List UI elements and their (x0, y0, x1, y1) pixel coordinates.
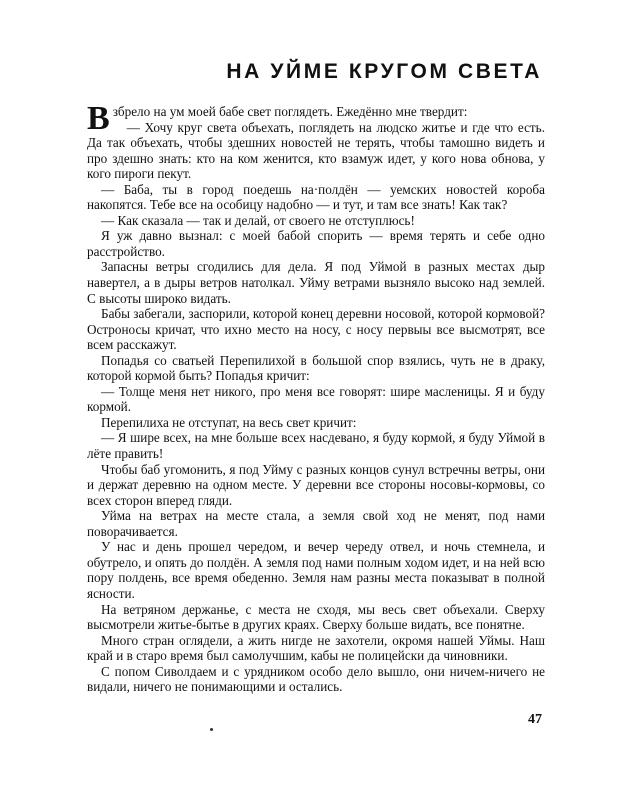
page-number: 47 (528, 712, 542, 727)
paragraph: Запасны ветры сгодились для дела. Я под Уймой в разных местах дыр навертел, а в дыры ветров натолкал. Уйму ветрами вызняло высоко над землей. С высоты широко видать. (87, 259, 545, 306)
paragraph: Бабы забегали, заспорили, которой конец деревни носовой, которой кормовой? Остроносы кричат, что ихно место на носу, с носу первыы все высмотрят, все всем расскажут. (87, 306, 545, 353)
print-speck (210, 728, 213, 731)
paragraph: Чтобы баб угомонить, я под Уйму с разных концов сунул встречны ветры, они и держат деревню на одном месте. У деревни все стороны носовы-кормовы, со всех сторон вперед гляди. (87, 461, 545, 508)
first-paragraph-text: збрело на ум моей бабе свет поглядеть. Ежедённо мне твердит: (112, 104, 468, 119)
paragraph: Попадья со сватьей Перепилихой в большой спор взялись, чуть не в драку, которой кормой быть? Попадья кричит: (87, 352, 545, 384)
paragraph: — Толще меня нет никого, про меня все говорят: шире масленицы. Я и буду кормой. (87, 383, 545, 415)
paragraph: — Как сказала — так и делай, от своего не отступлюсь! (101, 212, 415, 228)
paragraph-1 (87, 100, 545, 137)
chapter-title: НА УЙМЕ КРУГОМ СВЕТА (226, 60, 542, 83)
paragraph: Я уж давно вызнал: с моей бабой спорить — время терять и себе одно расстройство. (87, 228, 545, 259)
paragraph: — Хочу круг света объехать, поглядеть на людско житье и где что есть. Да так объехать, чтобы здешних новостей не терять, чтобы тамошно видеть и про здешно знать: кто на ком женится, кто взамуж идет, у кого нова обнова, у кого пироги пекут. (87, 119, 545, 182)
paragraph: Уйма на ветрах на месте стала, а земля свой ход не менят, под нами поворачивается. (87, 508, 545, 539)
paragraph: У нас и день прошел чередом, и вечер череду отвел, и ночь стемнела, и обутрело, и опять до полдён. А земля под нами полным ходом идет, и на ней всю пору полдень, все время обеденно. Земля нам разны места показыват в полной ясности. (87, 539, 545, 601)
paragraph: — Баба, ты в город поедешь на·полдён — уемских новостей короба накопятся. Тебе все на особицу надобно — и тут, и там все знать! Как так? (87, 181, 545, 213)
paragraph: Перепилиха не отступат, на весь свет кричит: (101, 414, 357, 430)
paragraph: С попом Сиволдаем и с урядником особо дело вышло, они ничем-ничего не видали, ничего не понимающими и остались. (87, 663, 545, 695)
text-body (87, 100, 545, 695)
paragraph: Много стран оглядели, а жить нигде не захотели, окромя нашей Уймы. Наш край и в старо время был самолучшим, кабы не полицейски да чиновники. (87, 632, 545, 664)
paragraph: — Я шире всех, на мне больше всех насдевано, я буду кормой, я буду Уймой в лёте править! (87, 430, 545, 462)
drop-cap: В (87, 100, 110, 137)
paragraph: На ветряном держанье, с места не сходя, мы весь свет объехали. Сверху высмотрели житье-бытье в других краях. Сверху больше видать, все понятне. (87, 601, 545, 633)
